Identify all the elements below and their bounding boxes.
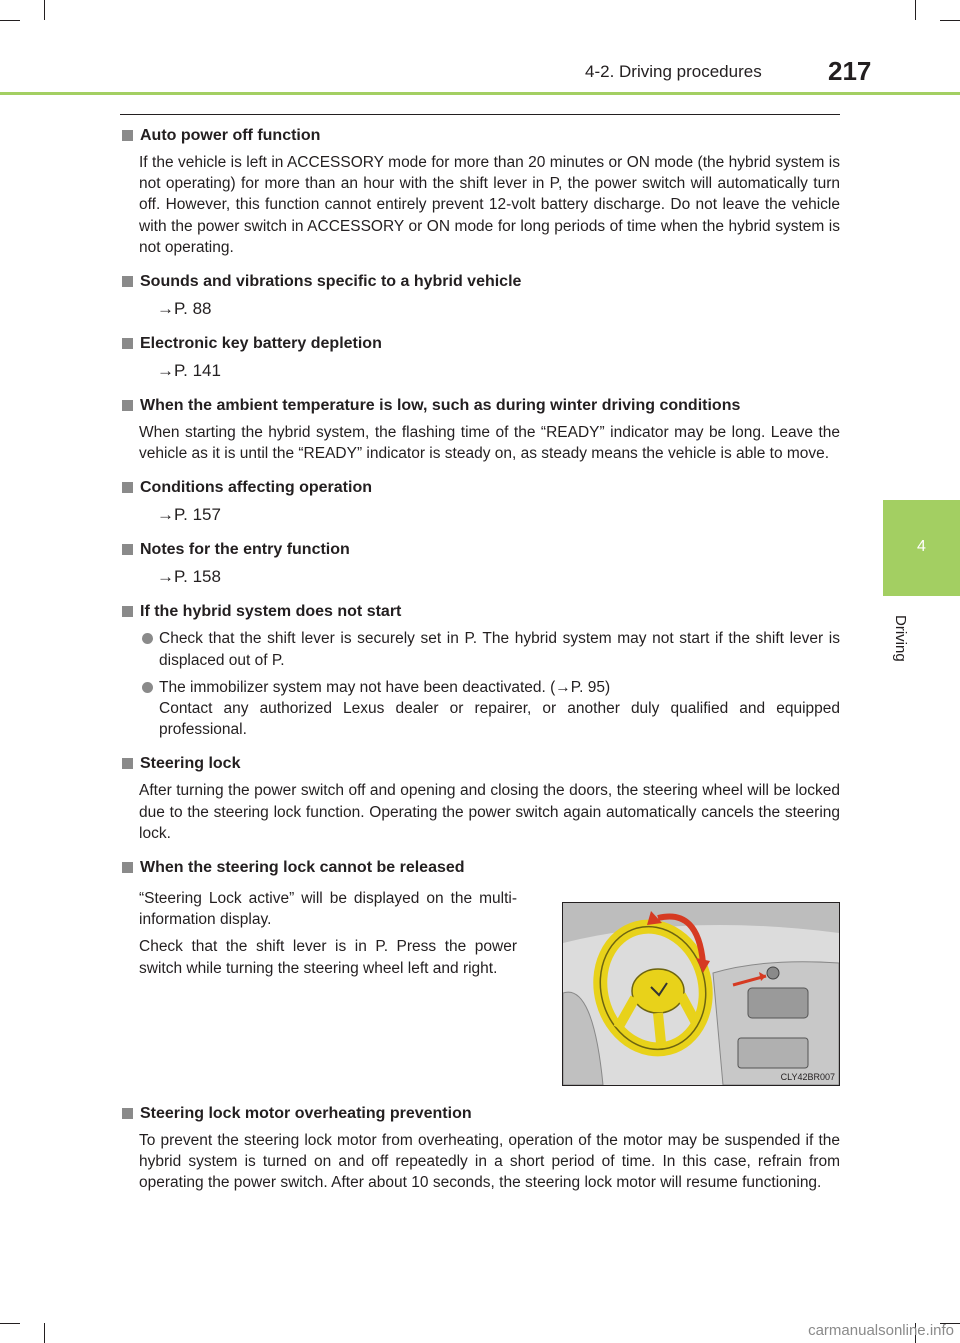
section-heading: If the hybrid system does not start bbox=[140, 603, 402, 621]
chapter-number: 4 bbox=[917, 538, 926, 555]
section-heading: When the steering lock cannot be released bbox=[140, 859, 465, 877]
square-bullet-icon bbox=[122, 276, 133, 287]
section-auto-power-off bbox=[122, 126, 840, 258]
crop-mark bbox=[44, 0, 45, 20]
crop-mark bbox=[44, 1323, 45, 1343]
list-item: Check that the shift lever is securely set in P. The hybrid system may not start if the shift lever is displaced out of P. bbox=[139, 628, 840, 670]
page-reference-link[interactable]: →P. 141 bbox=[157, 361, 221, 381]
page-content bbox=[122, 126, 840, 1194]
section-heading: Notes for the entry function bbox=[140, 541, 350, 559]
section-entry bbox=[122, 540, 840, 588]
section-heading: When the ambient temperature is low, such as during winter driving conditions bbox=[140, 397, 741, 415]
section-sounds bbox=[122, 272, 840, 320]
section-body: When starting the hybrid system, the flashing time of the “READY” indicator may be long. Leave the vehicle as it is until the “READY” indicator is steady on, as steady means the vehicle is able to move. bbox=[139, 424, 840, 463]
square-bullet-icon bbox=[122, 862, 133, 873]
section-heading: Electronic key battery depletion bbox=[140, 335, 382, 353]
section-body: To prevent the steering lock motor from overheating, operation of the motor may be suspended if the hybrid system is turned on and off repeatedly in a short period of time. In this case, refrain from operating the power switch. After about 10 seconds, the steering lock motor will resume functioning. bbox=[139, 1132, 840, 1192]
square-bullet-icon bbox=[122, 482, 133, 493]
square-bullet-icon bbox=[122, 1108, 133, 1119]
list-item bbox=[139, 677, 840, 741]
section-lock-release bbox=[122, 858, 840, 1086]
steering-wheel-illustration bbox=[562, 902, 840, 1086]
page-number: 217 bbox=[828, 56, 872, 86]
section-heading: Steering lock motor overheating prevention bbox=[140, 1105, 472, 1123]
section-body: Check that the shift lever is in P. Press the power switch while turning the steering wheel left and right. bbox=[139, 938, 517, 977]
page-reference-link[interactable]: →P. 88 bbox=[157, 299, 212, 319]
section-conditions bbox=[122, 478, 840, 526]
header-section-title: 4-2. Driving procedures bbox=[585, 62, 762, 81]
square-bullet-icon bbox=[122, 400, 133, 411]
steering-wheel-icon bbox=[563, 903, 839, 1085]
page-reference-link[interactable]: →P. 158 bbox=[157, 567, 221, 587]
section-not-start bbox=[122, 602, 840, 740]
header-divider bbox=[0, 92, 960, 95]
square-bullet-icon bbox=[122, 606, 133, 617]
crop-mark bbox=[940, 20, 960, 21]
section-heading: Sounds and vibrations specific to a hybrid vehicle bbox=[140, 273, 522, 291]
chapter-label-wrap bbox=[892, 615, 915, 675]
section-body: If the vehicle is left in ACCESSORY mode for more than 20 minutes or ON mode (the hybrid system is not operating) for more than an hour with the shift lever in P, the power switch will automatically turn off. However, this function cannot entirely prevent 12-volt battery discharge. Do not leave the vehicle with the power switch in ACCESSORY or ON mode for long periods of time when the hybrid system is not operating. bbox=[139, 154, 840, 256]
square-bullet-icon bbox=[122, 544, 133, 555]
bullet-line: The immobilizer system may not have been deactivated. (→P. 95) bbox=[159, 678, 611, 696]
section-heading: Steering lock bbox=[140, 755, 241, 773]
section-heading: Auto power off function bbox=[140, 127, 321, 144]
round-bullet-icon bbox=[142, 633, 153, 644]
bullet-line: Contact any authorized Lexus dealer or repairer, or another duly qualified and equipped professional. bbox=[159, 700, 840, 739]
content-rule bbox=[120, 114, 840, 115]
figure-code: CLY42BR007 bbox=[780, 1072, 835, 1083]
section-overheat bbox=[122, 1104, 840, 1194]
square-bullet-icon bbox=[122, 338, 133, 349]
square-bullet-icon bbox=[122, 130, 133, 141]
chapter-label: Driving bbox=[892, 615, 909, 662]
section-heading: Conditions affecting operation bbox=[140, 479, 372, 497]
round-bullet-icon bbox=[142, 682, 153, 693]
crop-mark bbox=[915, 0, 916, 20]
crop-mark bbox=[0, 20, 20, 21]
page-reference-link[interactable]: →P. 157 bbox=[157, 505, 221, 525]
section-steering-lock bbox=[122, 754, 840, 844]
section-body: After turning the power switch off and opening and closing the doors, the steering wheel will be locked due to the steering lock function. Operating the power switch again automatically cancels the steering lock. bbox=[139, 782, 840, 842]
section-key-battery bbox=[122, 334, 840, 382]
crop-mark bbox=[0, 1323, 20, 1324]
section-ambient bbox=[122, 396, 840, 464]
section-body: “Steering Lock active” will be displayed on the multi-information display. bbox=[139, 890, 517, 929]
square-bullet-icon bbox=[122, 758, 133, 769]
watermark: carmanualsonline.info bbox=[808, 1322, 954, 1339]
